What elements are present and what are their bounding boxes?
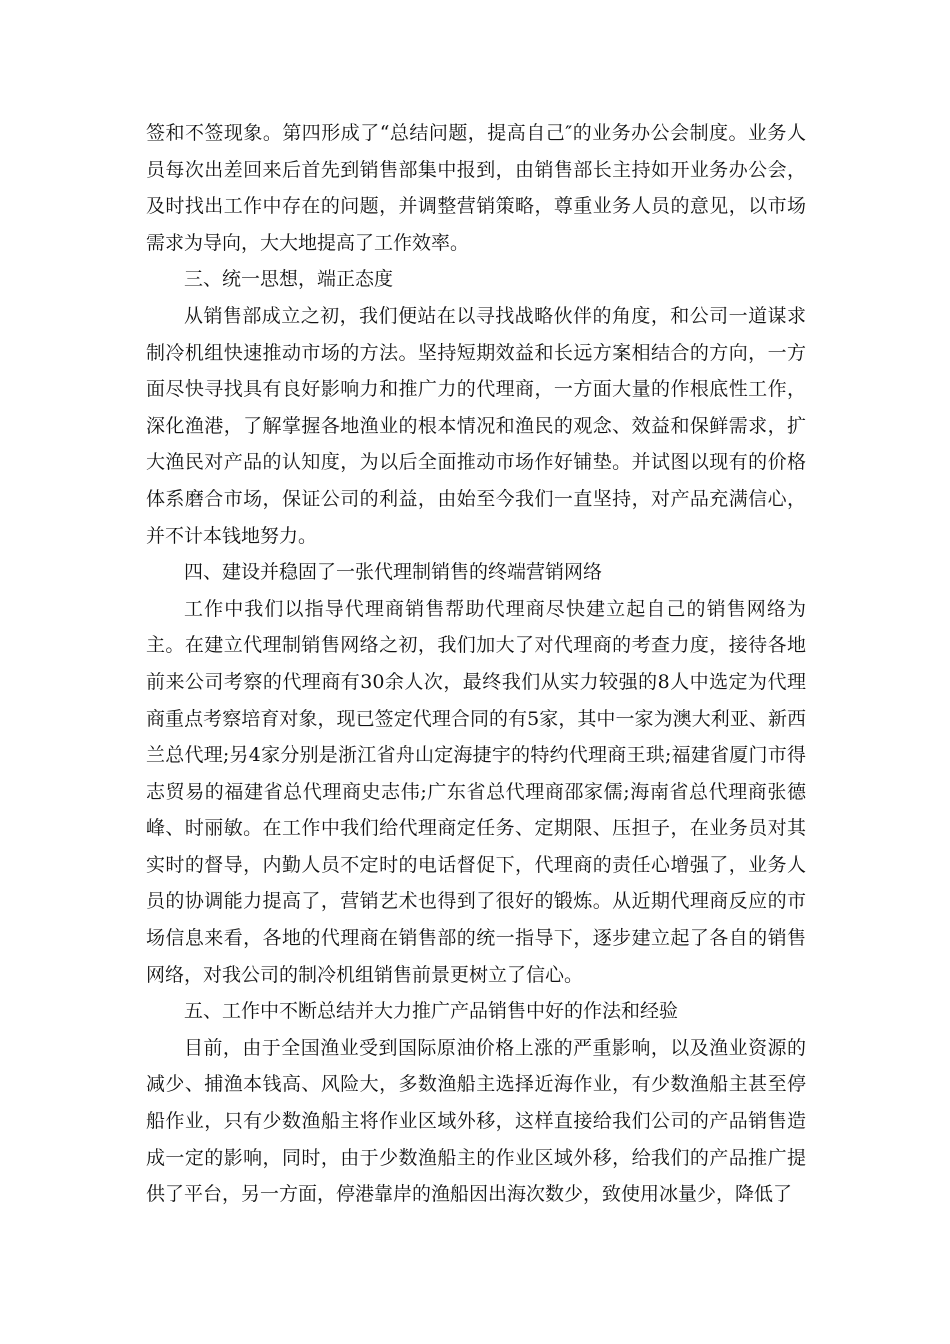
body-paragraph-1: 签和不签现象。第四形成了“总结问题，提高自己″的业务办公会制度。业务人员每次出差回来后首先到销售部集中报到，由销售部长主持如开业务办公会，及时找出工作中存在的问题，并调整营销策略，尊重业务人员的意见，以市场需求为导向，大大地提高了工作效率。 xyxy=(146,122,806,254)
body-paragraph-4: 目前，由于全国渔业受到国际原油价格上涨的严重影响，以及渔业资源的减少、捕渔本钱高、风险大，多数渔船主选择近海作业，有少数渔船主甚至停船作业，只有少数渔船主将作业区域外移，这样直接给我们公司的产品销售造成一定的影响，同时，由于少数渔船主的作业区域外移，给我们的产品推广提供了平台，另一方面，停港靠岸的渔船因出海次数少，致使用冰量少，降低了 xyxy=(146,1036,806,1206)
section-heading-5: 五、工作中不断总结并大力推广产品销售中好的作法和经验 xyxy=(184,1000,679,1023)
body-paragraph-3: 工作中我们以指导代理商销售帮助代理商尽快建立起自己的销售网络为主。在建立代理制销售网络之初，我们加大了对代理商的考查力度，接待各地前来公司考察的代理商有30余人次，最终我们从实力较强的8人中选定为代理商重点考察培育对象，现已签定代理合同的有5家，其中一家为澳大利亚、新西兰总代理;另4家分别是浙江省舟山定海捷宇的特约代理商王珙;福建省厦门市得志贸易的福建省总代理商史志伟;广东省总代理商邵家儒;海南省总代理商张德峰、时丽敏。在工作中我们给代理商定任务、定期限、压担子，在业务员对其实时的督导，内勤人员不定时的电话督促下，代理商的责任心增强了，业务人员的协调能力提高了，营销艺术也得到了很好的锻炼。从近期代理商反应的市场信息来看，各地的代理商在销售部的统一指导下，逐步建立起了各自的销售网络，对我公司的制冷机组销售前景更树立了信心。 xyxy=(146,597,806,986)
section-heading-3: 三、统一思想，端正态度 xyxy=(184,268,394,291)
section-heading-4: 四、建设并稳固了一张代理制销售的终端营销网络 xyxy=(184,561,603,584)
body-paragraph-2: 从销售部成立之初，我们便站在以寻找战略伙伴的角度，和公司一道谋求制冷机组快速推动市场的方法。坚持短期效益和长远方案相结合的方向，一方面尽快寻找具有良好影响力和推广力的代理商，一方面大量的作根底性工作，深化渔港，了解掌握各地渔业的根本情况和渔民的观念、效益和保鲜需求，扩大渔民对产品的认知度，为以后全面推动市场作好铺垫。并试图以现有的价格体系磨合市场，保证公司的利益，由始至今我们一直坚持，对产品充满信心，并不计本钱地努力。 xyxy=(146,304,806,547)
document-body xyxy=(146,115,806,1213)
